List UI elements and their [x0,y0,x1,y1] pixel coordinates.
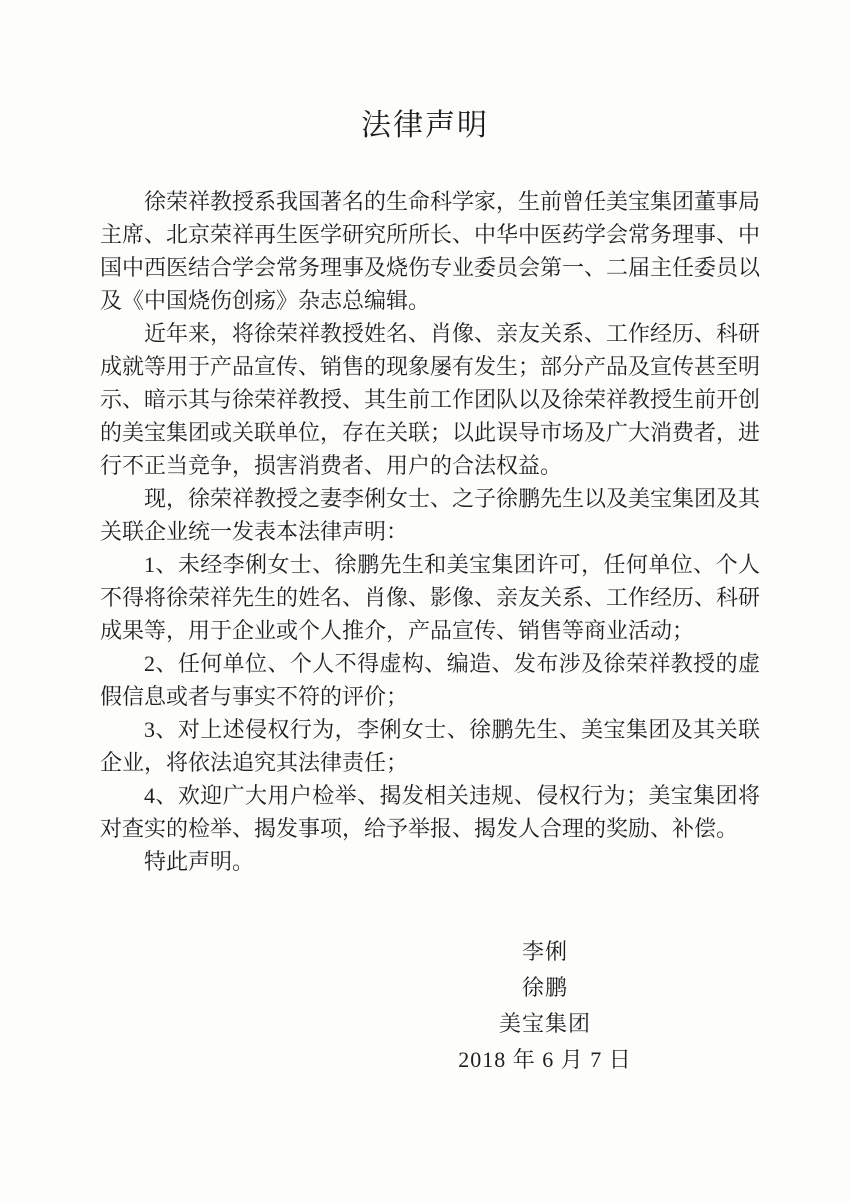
statement-item-4: 4、欢迎广大用户检举、揭发相关违规、侵权行为；美宝集团将对查实的检举、揭发事项，给予举报、揭发人合理的奖励、补偿。 [100,783,760,841]
document-date: 2018 年 6 月 7 日 [458,1047,632,1072]
signatory-li-li: 李俐 [521,939,568,964]
statement-item-1: 1、未经李俐女士、徐鹏先生和美宝集团许可，任何单位、个人不得将徐荣祥先生的姓名、肖像、影像、亲友关系、工作经历、科研成果等，用于企业或个人推介，产品宣传、销售等商业活动； [100,552,761,643]
signatory-mebo-group: 美宝集团 [498,1011,591,1036]
paragraph-declaration-intro: 现，徐荣祥教授之妻李俐女士、之子徐鹏先生以及美宝集团及其关联企业统一发表本法律声明： [100,486,761,544]
document-body [100,185,760,878]
document-title: 法律声明 [361,109,489,142]
signatory-xu-peng: 徐鹏 [521,975,568,1000]
statement-item-2: 2、任何单位、个人不得虚构、编造、发布涉及徐荣祥教授的虚假信息或者与事实不符的评价； [100,651,760,709]
statement-item-3: 3、对上述侵权行为，李俐女士、徐鹏先生、美宝集团及其关联企业，将依法追究其法律责任； [100,717,760,775]
paragraph-infringement-background: 近年来，将徐荣祥教授姓名、肖像、亲友关系、工作经历、科研成就等用于产品宣传、销售的现象屡有发生；部分产品及宣传甚至明示、暗示其与徐荣祥教授、其生前工作团队以及徐荣祥教授生前开创的美宝集团或关联单位，存在关联；以此误导市场及广大消费者，进行不正当竞争，损害消费者、用户的合法权益。 [100,321,761,478]
paragraph-professor-bio: 徐荣祥教授系我国著名的生命科学家，生前曾任美宝集团董事局主席、北京荣祥再生医学研究所所长、中华中医药学会常务理事、中国中西医结合学会常务理事及烧伤专业委员会第一、二届主任委员以及《中国烧伤创疡》杂志总编辑。 [100,189,761,313]
closing-statement: 特此声明。 [144,849,255,874]
signature-block [245,934,845,1078]
